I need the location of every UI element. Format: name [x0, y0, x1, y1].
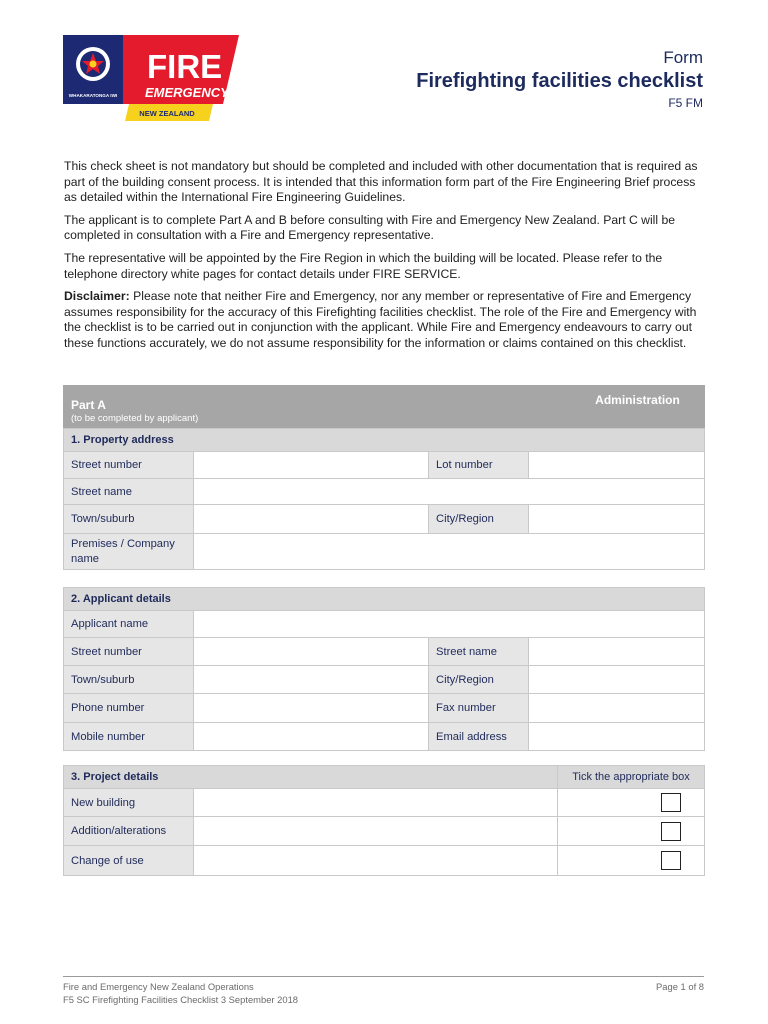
logo-nz-text: NEW ZEALAND — [139, 109, 195, 118]
property-street-name-field[interactable] — [194, 479, 705, 505]
applicant-town-suburb-label: Town/suburb — [64, 666, 194, 694]
addition-alterations-checkbox[interactable] — [661, 822, 681, 841]
fax-number-field[interactable] — [529, 694, 705, 723]
page-number: Page 1 of 8 — [656, 981, 704, 992]
disclaimer-text: Please note that neither Fire and Emergency, nor any member or representative of Fire and Emergency assumes responsibility for the accuracy of this Firefighting facilities checklist. The role of the Fire and Emergency with the checklist is to be carried out in conjunction with the applicant. While Fire and Emergency endeavours to carry out these functions accurately, we do not assume responsibility for the information or claims contained on this checklist. — [64, 289, 697, 350]
applicant-name-field[interactable] — [194, 611, 705, 638]
phone-number-field[interactable] — [194, 694, 429, 723]
change-of-use-label: Change of use — [64, 846, 194, 876]
property-city-region-field[interactable] — [529, 505, 705, 534]
new-building-field[interactable] — [194, 789, 558, 817]
footer-line-2: F5 SC Firefighting Facilities Checklist 3 September 2018 — [63, 994, 298, 1005]
applicant-street-name-label: Street name — [429, 638, 529, 666]
applicant-street-number-label: Street number — [64, 638, 194, 666]
new-building-checkbox[interactable] — [661, 793, 681, 812]
project-details-heading: 3. Project details — [64, 766, 558, 789]
applicant-street-number-field[interactable] — [194, 638, 429, 666]
part-a-title: Part A — [71, 398, 106, 412]
page-footer — [63, 976, 704, 1006]
email-address-field[interactable] — [529, 723, 705, 751]
footer-line-1: Fire and Emergency New Zealand Operations — [63, 981, 254, 992]
property-premises-field[interactable] — [194, 534, 705, 570]
intro-paragraph-1: This check sheet is not mandatory but should be completed and included with other documentation that is required as part of the building consent process. It is intended that this information form part of the Fire Engineering Brief process as detailed within the International Fire Engineering Guidelines. — [64, 159, 698, 205]
page-title: Firefighting facilities checklist — [416, 70, 703, 92]
intro-text — [64, 159, 704, 359]
intro-paragraph-3: The representative will be appointed by the Fire Region in which the building will be located. Please refer to the telephone directory white pages for contact details under FIRE SERVICE. — [64, 250, 663, 281]
fire-emergency-logo — [63, 35, 239, 122]
town-suburb-label: Town/suburb — [64, 505, 194, 534]
applicant-city-region-field[interactable] — [529, 666, 705, 694]
applicant-details-table — [63, 587, 705, 751]
new-building-tick-cell — [558, 789, 705, 817]
addition-alterations-field[interactable] — [194, 817, 558, 846]
property-address-heading: 1. Property address — [64, 429, 705, 452]
disclaimer-paragraph — [64, 289, 704, 351]
premises-label: Premises / Company name — [64, 534, 194, 570]
change-of-use-checkbox[interactable] — [661, 851, 681, 870]
intro-paragraph-2: The applicant is to complete Part A and B before consulting with Fire and Emergency New Zealand. Part C will be completed in consultation with a Fire and Emergency representative. — [64, 212, 676, 243]
street-name-label: Street name — [64, 479, 194, 505]
applicant-name-label: Applicant name — [64, 611, 194, 638]
property-street-number-field[interactable] — [194, 452, 429, 479]
logo-fire-text: FIRE — [147, 48, 223, 85]
property-address-table — [63, 428, 705, 570]
change-of-use-tick-cell — [558, 846, 705, 876]
new-building-label: New building — [64, 789, 194, 817]
property-lot-number-field[interactable] — [529, 452, 705, 479]
disclaimer-label: Disclaimer: — [64, 289, 130, 304]
street-number-label: Street number — [64, 452, 194, 479]
applicant-city-region-label: City/Region — [429, 666, 529, 694]
crest-icon — [76, 47, 110, 81]
lot-number-label: Lot number — [429, 452, 529, 479]
addition-alterations-tick-cell — [558, 817, 705, 846]
city-region-label: City/Region — [429, 505, 529, 534]
logo-maori-text: WHAKARATONGA IWI — [68, 93, 118, 98]
mobile-number-field[interactable] — [194, 723, 429, 751]
project-details-table — [63, 765, 705, 876]
document-header — [416, 48, 703, 111]
form-code: F5 FM — [668, 96, 703, 110]
addition-alterations-label: Addition/alterations — [64, 817, 194, 846]
logo-emergency-text: EMERGENCY — [145, 85, 229, 100]
mobile-number-label: Mobile number — [64, 723, 194, 751]
part-a-subtitle: (to be completed by applicant) — [71, 413, 199, 424]
email-address-label: Email address — [429, 723, 529, 751]
form-label: Form — [663, 48, 703, 67]
phone-number-label: Phone number — [64, 694, 194, 723]
tick-box-heading: Tick the appropriate box — [558, 766, 705, 789]
applicant-street-name-field[interactable] — [529, 638, 705, 666]
applicant-details-heading: 2. Applicant details — [64, 588, 705, 611]
applicant-town-suburb-field[interactable] — [194, 666, 429, 694]
change-of-use-field[interactable] — [194, 846, 558, 876]
property-town-suburb-field[interactable] — [194, 505, 429, 534]
part-a-administration: Administration — [595, 393, 680, 407]
fax-number-label: Fax number — [429, 694, 529, 723]
